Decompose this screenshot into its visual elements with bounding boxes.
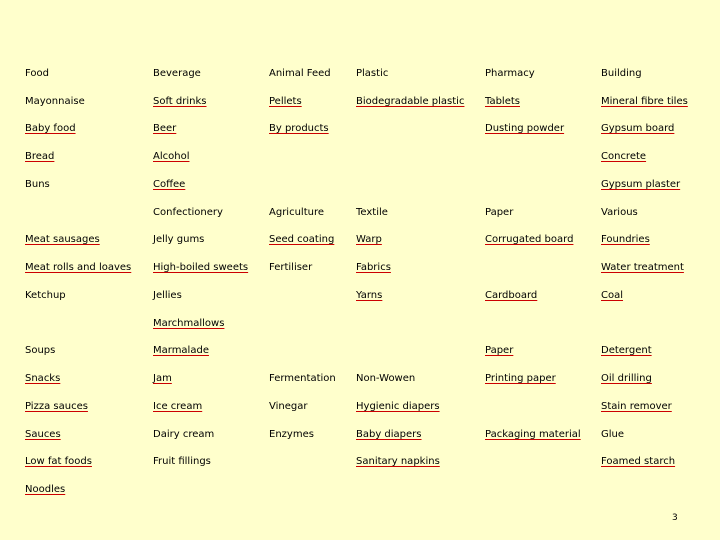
application-link[interactable]: Baby food bbox=[25, 123, 76, 134]
application-label: Glue bbox=[601, 429, 625, 440]
application-label: Textile bbox=[356, 207, 388, 218]
application-label: Jellies bbox=[153, 290, 182, 301]
application-label: Building bbox=[601, 68, 642, 79]
application-link[interactable]: Snacks bbox=[25, 373, 61, 384]
application-link[interactable]: Meat rolls and loaves bbox=[25, 262, 132, 273]
application-link[interactable]: Seed coating bbox=[269, 234, 335, 245]
application-link[interactable]: Packaging material bbox=[485, 429, 581, 440]
application-link[interactable]: Warp bbox=[356, 234, 382, 245]
application-label: Enzymes bbox=[269, 429, 314, 440]
application-link[interactable]: Foundries bbox=[601, 234, 650, 245]
application-link[interactable]: Cardboard bbox=[485, 290, 538, 301]
application-link[interactable]: Mineral fibre tiles bbox=[601, 96, 688, 107]
application-link[interactable]: Corrugated board bbox=[485, 234, 574, 245]
application-link[interactable]: Foamed starch bbox=[601, 456, 676, 467]
application-link[interactable]: Noodles bbox=[25, 484, 66, 495]
application-link[interactable]: Gypsum plaster bbox=[601, 179, 681, 190]
application-link[interactable]: Pizza sauces bbox=[25, 401, 88, 412]
application-link[interactable]: Printing paper bbox=[485, 373, 556, 384]
application-link[interactable]: Low fat foods bbox=[25, 456, 92, 467]
application-label: Ketchup bbox=[25, 290, 66, 301]
application-link[interactable]: Water treatment bbox=[601, 262, 684, 273]
application-link[interactable]: Meat sausages bbox=[25, 234, 100, 245]
application-link[interactable]: Paper bbox=[485, 345, 514, 356]
application-link[interactable]: Ice cream bbox=[153, 401, 203, 412]
application-link[interactable]: High-boiled sweets bbox=[153, 262, 249, 273]
application-link[interactable]: Hygienic diapers bbox=[356, 401, 440, 412]
application-link[interactable]: Coffee bbox=[153, 179, 186, 190]
application-label: Dairy cream bbox=[153, 429, 215, 440]
application-link[interactable]: Pellets bbox=[269, 96, 302, 107]
application-link[interactable]: Marchmallows bbox=[153, 318, 225, 329]
application-link[interactable]: Oil drilling bbox=[601, 373, 652, 384]
page-number: 3 bbox=[672, 513, 678, 523]
application-label: Plastic bbox=[356, 68, 389, 79]
application-label: Jelly gums bbox=[153, 234, 205, 245]
application-link[interactable]: Yarns bbox=[356, 290, 383, 301]
application-link[interactable]: Biodegradable plastic bbox=[356, 96, 465, 107]
application-link[interactable]: Baby diapers bbox=[356, 429, 422, 440]
application-link[interactable]: Gypsum board bbox=[601, 123, 675, 134]
application-label: Non-Wowen bbox=[356, 373, 416, 384]
application-link[interactable]: Stain remover bbox=[601, 401, 672, 412]
application-label: Animal Feed bbox=[269, 68, 331, 79]
application-link[interactable]: Coal bbox=[601, 290, 624, 301]
application-link[interactable]: Bread bbox=[25, 151, 55, 162]
application-label: Confectionery bbox=[153, 207, 223, 218]
application-label: Paper bbox=[485, 207, 514, 218]
application-link[interactable]: Beer bbox=[153, 123, 177, 134]
application-link[interactable]: Sauces bbox=[25, 429, 61, 440]
application-label: Beverage bbox=[153, 68, 201, 79]
application-label: Mayonnaise bbox=[25, 96, 85, 107]
application-link[interactable]: Tablets bbox=[485, 96, 520, 107]
application-link[interactable]: By products bbox=[269, 123, 329, 134]
application-link[interactable]: Dusting powder bbox=[485, 123, 565, 134]
application-label: Fermentation bbox=[269, 373, 336, 384]
application-link[interactable]: Marmalade bbox=[153, 345, 209, 356]
application-label: Food bbox=[25, 68, 49, 79]
application-link[interactable]: Soft drinks bbox=[153, 96, 207, 107]
application-link[interactable]: Detergent bbox=[601, 345, 652, 356]
application-link[interactable]: Jam bbox=[153, 373, 172, 384]
application-label: Fruit fillings bbox=[153, 456, 211, 467]
application-link[interactable]: Concrete bbox=[601, 151, 647, 162]
application-label: Various bbox=[601, 207, 638, 218]
application-label: Buns bbox=[25, 179, 50, 190]
application-label: Pharmacy bbox=[485, 68, 535, 79]
application-label: Fertiliser bbox=[269, 262, 313, 273]
application-link[interactable]: Sanitary napkins bbox=[356, 456, 440, 467]
application-label: Agriculture bbox=[269, 207, 324, 218]
application-link[interactable]: Fabrics bbox=[356, 262, 391, 273]
application-link[interactable]: Alcohol bbox=[153, 151, 190, 162]
application-label: Vinegar bbox=[269, 401, 308, 412]
application-label: Soups bbox=[25, 345, 56, 356]
